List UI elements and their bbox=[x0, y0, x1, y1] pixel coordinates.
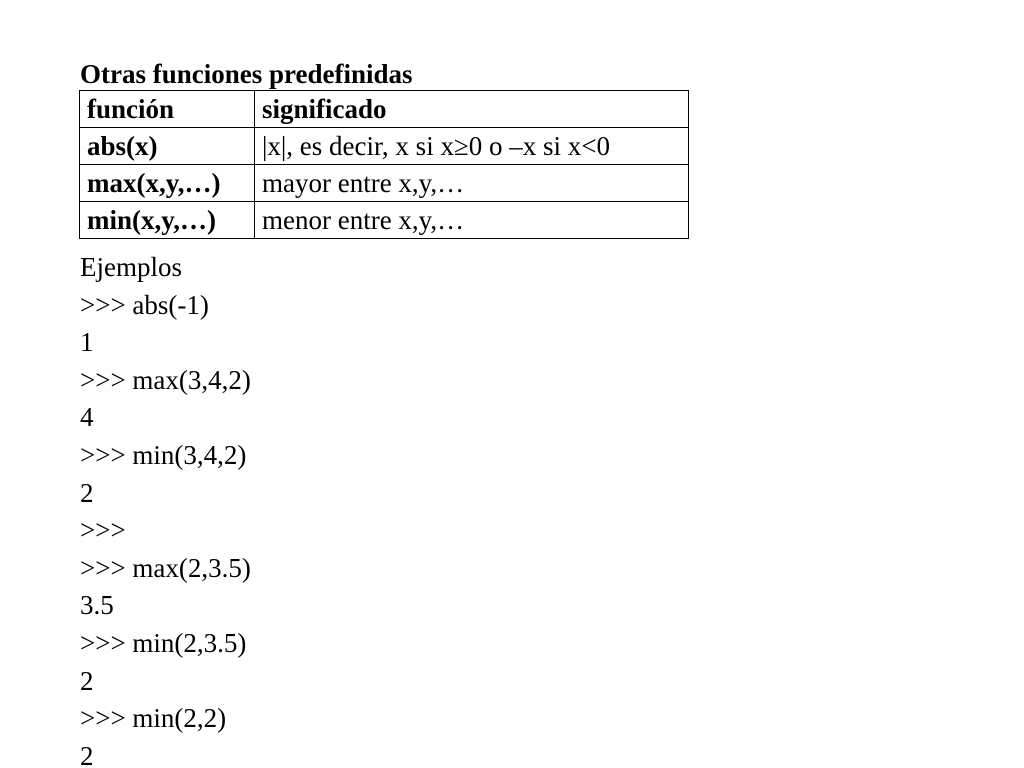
table-row bbox=[80, 165, 689, 202]
page-title: Otras funciones predefinidas bbox=[80, 59, 413, 89]
example-line: >>> max(2,3.5) bbox=[80, 552, 251, 583]
header-significado: significado bbox=[255, 91, 689, 128]
example-line: >>> abs(-1) bbox=[80, 289, 209, 320]
example-line: >>> max(3,4,2) bbox=[80, 364, 251, 395]
example-line: 2 bbox=[80, 477, 94, 508]
function-meaning-cell: |x|, es decir, x si x≥0 o –x si x<0 bbox=[255, 128, 689, 165]
function-meaning-cell: menor entre x,y,… bbox=[255, 202, 689, 239]
table-header-row bbox=[80, 91, 689, 128]
example-line: >>> min(2,2) bbox=[80, 703, 227, 734]
function-name-cell: min(x,y,…) bbox=[80, 202, 255, 239]
example-line: 4 bbox=[80, 402, 94, 433]
example-line: 2 bbox=[80, 740, 94, 768]
header-funcion: función bbox=[80, 91, 255, 128]
function-meaning-cell: mayor entre x,y,… bbox=[255, 165, 689, 202]
example-line: 3.5 bbox=[80, 590, 114, 621]
example-line: >>> bbox=[80, 515, 126, 546]
example-line: >>> min(2,3.5) bbox=[80, 627, 247, 658]
example-line: 2 bbox=[80, 665, 94, 696]
function-name-cell: max(x,y,…) bbox=[80, 165, 255, 202]
examples-heading: Ejemplos bbox=[80, 252, 182, 282]
example-line: >>> min(3,4,2) bbox=[80, 439, 247, 470]
examples-section bbox=[80, 249, 251, 768]
function-name-cell: abs(x) bbox=[80, 128, 255, 165]
example-line: 1 bbox=[80, 327, 94, 358]
functions-table bbox=[79, 90, 689, 239]
table-row bbox=[80, 202, 689, 239]
table-row bbox=[80, 128, 689, 165]
